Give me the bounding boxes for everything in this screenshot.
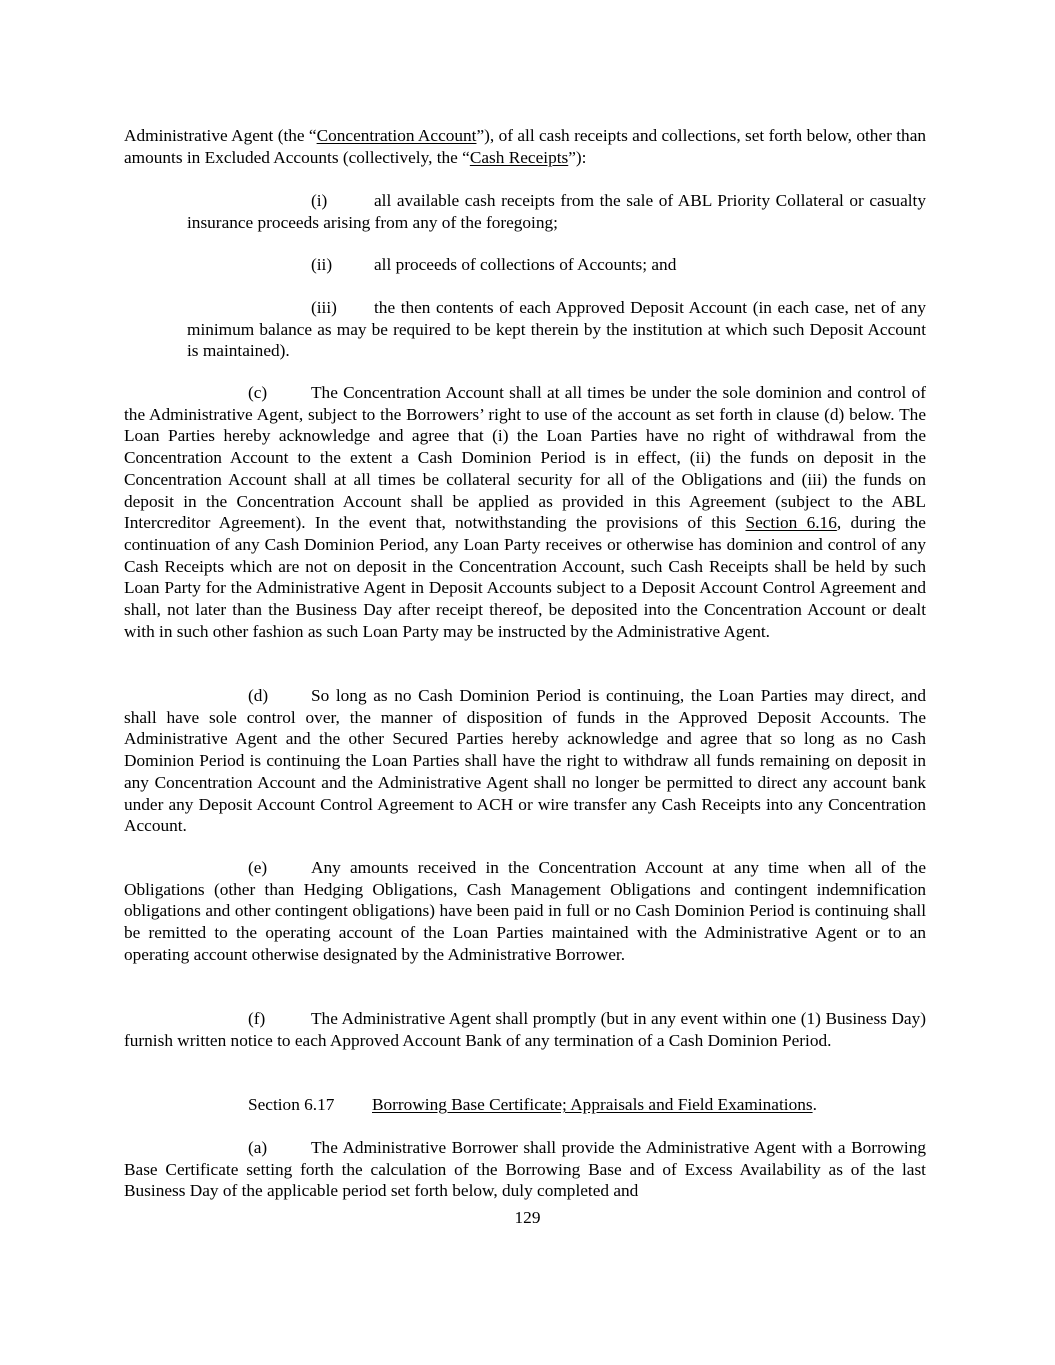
section-title-suffix: . bbox=[812, 1095, 817, 1114]
paragraph-number: (c) bbox=[248, 383, 268, 402]
section-label: Section 6.17 bbox=[248, 1095, 335, 1114]
list-item-text: all available cash receipts from the sale of ABL Priority Collateral or casualty insurance proceeds arising from any of the foregoing; bbox=[187, 191, 926, 232]
paragraph-text: Any amounts received in the Concentration Account at any time when all of the Obligations (other than Hedging Obligations, Cash Management Obligations and contingent indemnification obligations and other contingent obligations) have been paid in full or no Cash Dominion Period is continuing shall be remitted to the operating account of the Loan Parties maintained with the Administrative Agent or to an operating account otherwise designated by the Administrative Borrower. bbox=[124, 858, 926, 964]
list-item-iii bbox=[187, 297, 926, 362]
intro-text-mid: ”), of all cash receipts and collections, set forth below, other than amounts in Excluded Accounts (collectively, the “ bbox=[124, 126, 926, 167]
paragraph-text: The Administrative Agent shall promptly (but in any event within one (1) Business Day) furnish written notice to each Approved Account Bank of any termination of a Cash Dominion Period. bbox=[124, 1009, 926, 1050]
paragraph-text: So long as no Cash Dominion Period is continuing, the Loan Parties may direct, and shall have sole control over, the manner of disposition of funds in the Approved Deposit Accounts. The Administrative Agent and the other Secured Parties hereby acknowledge and agree that so long as no Cash Dominion Period is continuing the Loan Parties shall have the right to withdraw all funds remaining on deposit in any Concentration Account and the Administrative Agent shall no longer be permitted to direct any account bank under any Deposit Account Control Agreement to ACH or wire transfer any Cash Receipts into any Concentration Account. bbox=[124, 686, 926, 836]
paragraph-a bbox=[124, 1137, 926, 1202]
list-item-text: all proceeds of collections of Accounts; and bbox=[374, 255, 677, 274]
list-item-ii bbox=[187, 254, 926, 276]
paragraph-f bbox=[124, 1008, 926, 1051]
section-reference-6-16: Section 6.16 bbox=[745, 513, 837, 533]
section-title: Borrowing Base Certificate; Appraisals and Field Examinations bbox=[372, 1095, 813, 1114]
paragraph-e bbox=[124, 857, 926, 966]
paragraph-number: (f) bbox=[248, 1009, 266, 1028]
defined-term-cash-receipts: Cash Receipts bbox=[469, 147, 569, 167]
page-number: 129 bbox=[514, 1208, 541, 1227]
paragraph-text: The Administrative Borrower shall provide the Administrative Agent with a Borrowing Base Certificate setting forth the calculation of the Borrowing Base and of Excess Availability as of the last Business Day of the applicable period set forth below, duly completed and bbox=[124, 1138, 926, 1201]
defined-term-concentration-account: Concentration Account bbox=[316, 126, 477, 145]
list-item-number: (i) bbox=[311, 191, 328, 210]
intro-paragraph bbox=[124, 125, 926, 168]
intro-text-pre: Administrative Agent (the “ bbox=[124, 126, 317, 145]
list-item-i bbox=[187, 190, 926, 233]
paragraph-d bbox=[124, 685, 926, 837]
paragraph-number: (d) bbox=[248, 686, 269, 705]
paragraph-text-continued: , during the continuation of any Cash Dominion Period, any Loan Party receives or otherwise has dominion and control of any Cash Receipts which are not on deposit in the Concentration Account, such Cash Receipts shall be held by such Loan Party for the Administrative Agent in Deposit Accounts subject to a Deposit Account Control Agreement and shall, not later than the Business Day after receipt thereof, be deposited into the Concentration Account or dealt with in such other fashion as such Loan Party may be instructed by the Administrative Agent. bbox=[124, 513, 926, 641]
list-item-number: (iii) bbox=[311, 298, 337, 317]
list-item-text: the then contents of each Approved Deposit Account (in each case, net of any minimum balance as may be required to be kept therein by the institution at which such Deposit Account is maintained). bbox=[187, 298, 926, 361]
paragraph-text: The Concentration Account shall at all times be under the sole dominion and control of the Administrative Agent, subject to the Borrowers’ right to use of the account as set forth in clause (d) below. The Loan Parties hereby acknowledge and agree that (i) the Loan Parties have no right of withdrawal from the Concentration Account to the extent a Cash Dominion Period is in effect, (ii) the funds on deposit in the Concentration Account shall at all times be collateral security for all of the Obligations and (iii) the funds on deposit in the Concentration Account shall be applied as provided in this Agreement (subject to the ABL Intercreditor Agreement). In the event that, notwithstanding the provisions of this bbox=[124, 383, 926, 533]
intro-text-post: ”): bbox=[568, 147, 587, 167]
paragraph-c bbox=[124, 382, 926, 642]
section-heading bbox=[124, 1094, 926, 1116]
paragraph-number: (a) bbox=[248, 1138, 268, 1157]
list-item-number: (ii) bbox=[311, 255, 333, 274]
paragraph-number: (e) bbox=[248, 858, 268, 877]
